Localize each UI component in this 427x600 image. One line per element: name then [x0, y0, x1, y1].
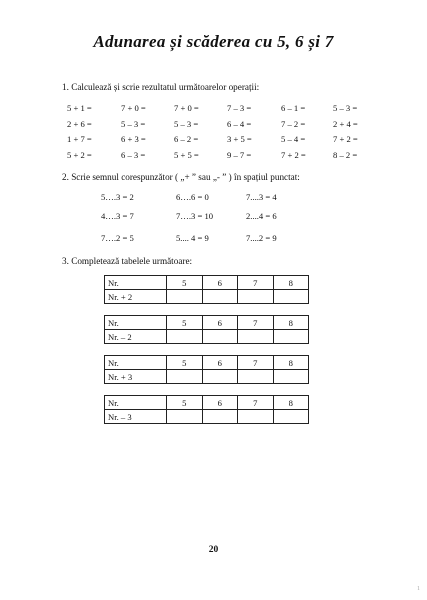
- answer-cell[interactable]: [167, 370, 203, 384]
- table-header-number: 5: [167, 356, 203, 370]
- answer-cell[interactable]: [167, 410, 203, 424]
- operation-r2-c3: 5 – 3 =: [174, 119, 199, 129]
- answer-cell[interactable]: [167, 330, 203, 344]
- operation-r4-c5: 7 + 2 =: [281, 150, 306, 160]
- table-header-label: Nr.: [105, 396, 167, 410]
- operation-r4-c6: 8 – 2 =: [333, 150, 358, 160]
- answer-cell[interactable]: [202, 290, 238, 304]
- operation-r3-c5: 5 – 4 =: [281, 134, 306, 144]
- table-header-number: 7: [238, 396, 274, 410]
- table-row-label: Nr. + 2: [105, 290, 167, 304]
- answer-cell[interactable]: [273, 290, 309, 304]
- table-header-number: 6: [202, 276, 238, 290]
- operation-r2-c6: 2 + 4 =: [333, 119, 358, 129]
- operation-r2-c1: 2 + 6 =: [67, 119, 92, 129]
- table-header-number: 6: [202, 356, 238, 370]
- table-row-label: Nr. + 3: [105, 370, 167, 384]
- operation-r3-c6: 7 + 2 =: [333, 134, 358, 144]
- operation-r2-c5: 7 – 2 =: [281, 119, 306, 129]
- table-header-number: 5: [167, 316, 203, 330]
- operation-r1-c1: 5 + 1 =: [67, 103, 92, 113]
- operation-r2-c2: 5 – 3 =: [121, 119, 146, 129]
- operation-r1-c2: 7 + 0 =: [121, 103, 146, 113]
- sign-item-r1-c2: 6….6 = 0: [176, 192, 209, 202]
- exercise-2-heading: 2. Scrie semnul corespunzător ( „+ ” sau „- ” ) în spațiul punctat:: [62, 172, 300, 182]
- sign-item-r2-c3: 2....4 = 6: [246, 211, 277, 221]
- answer-cell[interactable]: [273, 330, 309, 344]
- table-row-label: Nr. – 3: [105, 410, 167, 424]
- table-header-number: 8: [273, 276, 309, 290]
- sign-item-r2-c1: 4….3 = 7: [101, 211, 134, 221]
- table-header-number: 5: [167, 396, 203, 410]
- completion-table-2: [104, 315, 309, 344]
- answer-cell[interactable]: [202, 370, 238, 384]
- answer-cell[interactable]: [202, 410, 238, 424]
- table-header-label: Nr.: [105, 316, 167, 330]
- table-header-number: 6: [202, 396, 238, 410]
- table-header-number: 8: [273, 316, 309, 330]
- table-header-label: Nr.: [105, 356, 167, 370]
- table-header-label: Nr.: [105, 276, 167, 290]
- completion-table-4: [104, 395, 309, 424]
- operation-r1-c3: 7 + 0 =: [174, 103, 199, 113]
- table-header-number: 8: [273, 396, 309, 410]
- operation-r4-c2: 6 – 3 =: [121, 150, 146, 160]
- operation-r3-c2: 6 + 3 =: [121, 134, 146, 144]
- answer-cell[interactable]: [238, 370, 274, 384]
- completion-table-3: [104, 355, 309, 384]
- answer-cell[interactable]: [273, 410, 309, 424]
- exercise-1-heading: 1. Calculează și scrie rezultatul următoarelor operații:: [62, 82, 260, 92]
- corner-mark: 1: [417, 586, 420, 592]
- sign-item-r3-c1: 7….2 = 5: [101, 233, 134, 243]
- sign-item-r1-c1: 5….3 = 2: [101, 192, 134, 202]
- answer-cell[interactable]: [238, 330, 274, 344]
- table-header-number: 8: [273, 356, 309, 370]
- table-header-number: 5: [167, 276, 203, 290]
- sign-item-r2-c2: 7….3 = 10: [176, 211, 214, 221]
- exercise-3-heading: 3. Completează tabelele următoare:: [62, 256, 193, 266]
- table-header-number: 7: [238, 316, 274, 330]
- table-header-number: 7: [238, 356, 274, 370]
- table-header-number: 7: [238, 276, 274, 290]
- operation-r3-c1: 1 + 7 =: [67, 134, 92, 144]
- operation-r1-c4: 7 – 3 =: [227, 103, 252, 113]
- operation-r4-c1: 5 + 2 =: [67, 150, 92, 160]
- page-number: 20: [208, 545, 219, 555]
- sign-item-r3-c2: 5.... 4 = 9: [176, 233, 209, 243]
- table-row-label: Nr. – 2: [105, 330, 167, 344]
- operation-r2-c4: 6 – 4 =: [227, 119, 252, 129]
- operation-r3-c4: 3 + 5 =: [227, 134, 252, 144]
- sign-item-r1-c3: 7....3 = 4: [246, 192, 277, 202]
- answer-cell[interactable]: [167, 290, 203, 304]
- operation-r4-c4: 9 – 7 =: [227, 150, 252, 160]
- answer-cell[interactable]: [202, 330, 238, 344]
- operation-r3-c3: 6 – 2 =: [174, 134, 199, 144]
- page-title: Adunarea și scăderea cu 5, 6 și 7: [93, 32, 334, 51]
- answer-cell[interactable]: [238, 410, 274, 424]
- operation-r4-c3: 5 + 5 =: [174, 150, 199, 160]
- operation-r1-c6: 5 – 3 =: [333, 103, 358, 113]
- answer-cell[interactable]: [238, 290, 274, 304]
- sign-item-r3-c3: 7....2 = 9: [246, 233, 277, 243]
- operation-r1-c5: 6 – 1 =: [281, 103, 306, 113]
- table-header-number: 6: [202, 316, 238, 330]
- answer-cell[interactable]: [273, 370, 309, 384]
- completion-table-1: [104, 275, 309, 304]
